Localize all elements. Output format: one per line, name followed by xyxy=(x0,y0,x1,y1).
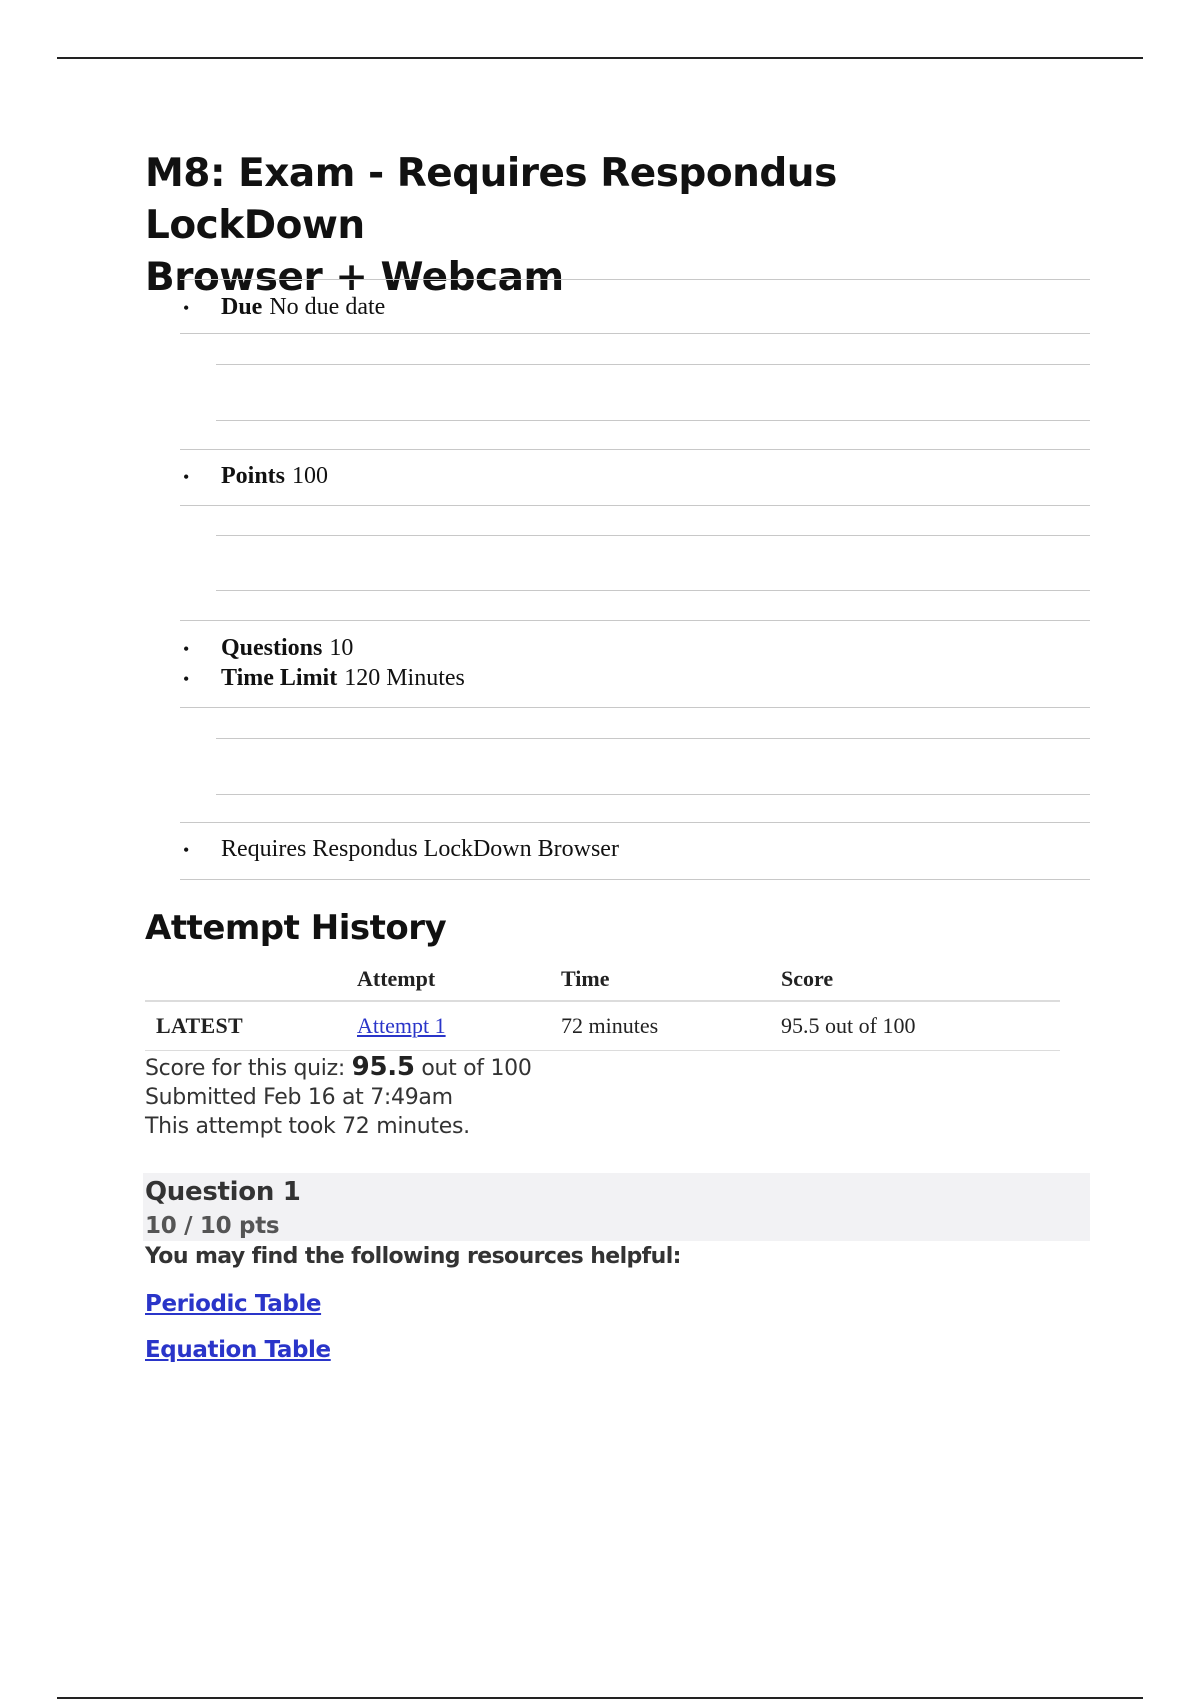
page-top-rule xyxy=(57,57,1143,59)
question-title: Question 1 xyxy=(145,1177,301,1207)
attempt-time: 72 minutes xyxy=(561,1001,781,1051)
detail-value: No due date xyxy=(269,294,386,320)
column-header: Score xyxy=(781,958,1060,1001)
divider xyxy=(216,364,1090,365)
detail-value: 120 Minutes xyxy=(344,665,465,691)
divider xyxy=(180,822,1090,823)
question-help-text: You may find the following resources helpful: xyxy=(145,1244,681,1269)
divider xyxy=(180,505,1090,506)
bullet-icon: • xyxy=(183,840,190,860)
detail-label: Time Limit xyxy=(221,665,338,691)
divider xyxy=(216,738,1090,739)
detail-value: Requires Respondus LockDown Browser xyxy=(221,836,619,862)
bullet-icon: • xyxy=(183,669,190,689)
attempt-history-table xyxy=(145,958,1060,1051)
column-header: Time xyxy=(561,958,781,1001)
attempt-cell xyxy=(357,1001,561,1051)
bullet-icon: • xyxy=(183,298,190,318)
detail-requirement xyxy=(180,834,619,865)
column-header: Attempt xyxy=(357,958,561,1001)
page-bottom-rule xyxy=(57,1697,1143,1699)
detail-time-limit xyxy=(180,663,465,694)
detail-label: Points xyxy=(221,463,286,489)
submitted-text: Submitted Feb 16 at 7:49am xyxy=(145,1085,453,1110)
detail-points xyxy=(180,461,328,492)
detail-value: 10 xyxy=(329,635,354,661)
attempt-status: LATEST xyxy=(145,1001,357,1051)
detail-value: 100 xyxy=(292,463,329,489)
divider xyxy=(180,333,1090,334)
divider xyxy=(180,620,1090,621)
detail-label: Due xyxy=(221,294,263,320)
quiz-summary xyxy=(145,1053,532,1141)
table-row xyxy=(145,1001,1060,1051)
equation-table-link[interactable]: Equation Table xyxy=(145,1337,331,1363)
score-value: 95.5 xyxy=(351,1052,415,1082)
divider xyxy=(180,707,1090,708)
divider xyxy=(216,794,1090,795)
table-header-row xyxy=(145,958,1060,1001)
divider xyxy=(216,535,1090,536)
question-points: 10 / 10 pts xyxy=(145,1213,280,1239)
score-suffix: out of 100 xyxy=(414,1056,532,1081)
attempt-link[interactable]: Attempt 1 xyxy=(357,1013,446,1038)
bullet-icon: • xyxy=(183,639,190,659)
attempt-history-title: Attempt History xyxy=(145,908,447,948)
divider xyxy=(180,279,1090,280)
detail-label: Questions xyxy=(221,635,323,661)
attempt-score: 95.5 out of 100 xyxy=(781,1001,1060,1051)
divider xyxy=(216,420,1090,421)
duration-text: This attempt took 72 minutes. xyxy=(145,1114,470,1139)
periodic-table-link[interactable]: Periodic Table xyxy=(145,1291,322,1317)
score-prefix: Score for this quiz: xyxy=(145,1056,352,1081)
column-header xyxy=(145,958,357,1001)
bullet-icon: • xyxy=(183,467,190,487)
divider xyxy=(216,590,1090,591)
divider xyxy=(180,879,1090,880)
page-title: M8: Exam - Requires Respondus LockDown Browser + Webcam xyxy=(145,151,837,300)
detail-questions xyxy=(180,633,353,664)
detail-due xyxy=(180,292,385,323)
divider xyxy=(180,449,1090,450)
score-line xyxy=(145,1053,532,1083)
